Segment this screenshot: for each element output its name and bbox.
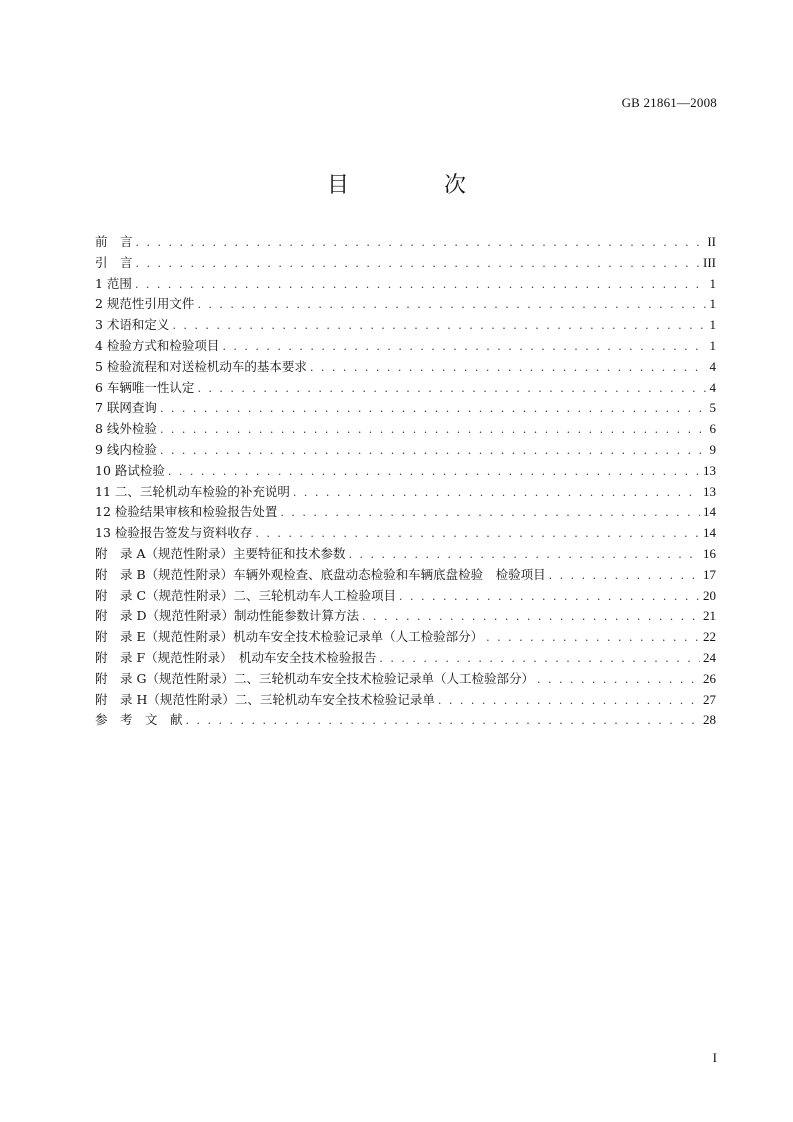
toc-entry-label: 附 录 F（规范性附录） 机动车安全技术检验报告: [95, 649, 377, 665]
toc-entry-page: II: [707, 234, 716, 249]
toc-entry-page: 14: [703, 504, 716, 520]
toc-entry-label: 7 联网查询: [95, 400, 157, 416]
toc-entry-label: 参 考 文 献: [95, 712, 183, 728]
toc-entry-label: 前 言: [95, 234, 133, 249]
toc-leader-dots: [160, 420, 707, 441]
toc-entry-label: 2 规范性引用文件: [95, 296, 195, 312]
toc-entry-label: 9 线内检验: [95, 441, 157, 457]
page-title: 目 次: [327, 173, 510, 198]
toc-entry-page: 28: [703, 712, 716, 728]
toc-entry-label: 11 二、三轮机动车检验的补充说明: [95, 483, 290, 499]
toc-entry-label: 附 录 G（规范性附录）二、三轮机动车安全技术检验记录单（人工检验部分）: [95, 670, 534, 686]
toc-entry[interactable]: [95, 544, 716, 565]
toc-leader-dots: [399, 587, 700, 608]
toc-entry[interactable]: [95, 648, 716, 669]
toc-leader-dots: [362, 607, 700, 628]
toc-entry-page: 17: [703, 566, 716, 582]
toc-entry-page: 1: [709, 296, 716, 312]
toc-entry-page: 14: [703, 525, 716, 541]
toc-entry[interactable]: [95, 274, 716, 295]
toc-entry[interactable]: [95, 565, 716, 586]
toc-entry-label: 12 检验结果审核和检验报告处置: [95, 504, 278, 520]
toc-entry[interactable]: [95, 482, 716, 503]
toc-leader-dots: [549, 566, 700, 587]
toc-entry-label: 附 录 H（规范性附录）二、三轮机动车安全技术检验记录单: [95, 691, 435, 707]
toc-entry-page: 4: [709, 379, 716, 395]
toc-entry[interactable]: [95, 419, 716, 440]
toc-entry-label: 8 线外检验: [95, 421, 157, 437]
toc-leader-dots: [136, 254, 700, 275]
toc-entry-page: 24: [703, 649, 716, 665]
toc-leader-dots: [160, 441, 707, 462]
toc-entry-label: 4 检验方式和检验项目: [95, 337, 220, 353]
toc-entry[interactable]: [95, 294, 716, 315]
toc-entry[interactable]: [95, 461, 716, 482]
toc-entry[interactable]: [95, 232, 716, 253]
toc-entry-page: 13: [703, 483, 716, 499]
toc-leader-dots: [172, 316, 706, 337]
toc-entry-page: 20: [703, 587, 716, 603]
toc-entry-label: 附 录 A（规范性附录）主要特征和技术参数: [95, 545, 346, 561]
toc-entry-label: 附 录 E（规范性附录）机动车安全技术检验记录单（人工检验部分）: [95, 629, 484, 645]
toc-leader-dots: [280, 503, 700, 524]
toc-entry-page: III: [703, 254, 716, 270]
toc-entry-label: 5 检验流程和对送检机动车的基本要求: [95, 358, 307, 374]
toc-entry[interactable]: [95, 627, 716, 648]
toc-leader-dots: [379, 649, 700, 670]
toc-entry-label: 10 路试检验: [95, 462, 165, 478]
toc-entry-page: 1: [709, 337, 716, 353]
toc-entry-page: 5: [709, 400, 716, 416]
toc-entry-page: 21: [703, 608, 716, 624]
table-of-contents: [95, 232, 716, 731]
toc-entry[interactable]: [95, 357, 716, 378]
toc-entry-page: 1: [709, 317, 716, 333]
toc-leader-dots: [537, 670, 700, 691]
toc-entry-page: 6: [709, 421, 716, 437]
toc-leader-dots: [197, 379, 706, 400]
toc-entry-page: 27: [703, 691, 716, 707]
toc-leader-dots: [135, 275, 707, 296]
toc-leader-dots: [222, 337, 706, 358]
toc-entry-label: 3 术语和定义: [95, 317, 170, 333]
toc-leader-dots: [136, 233, 705, 254]
toc-entry-page: 4: [709, 358, 716, 374]
toc-entry-page: 9: [709, 441, 716, 457]
toc-entry-label: 附 录 B（规范性附录）车辆外观检查、底盘动态检验和车辆底盘检验 检验项目: [95, 566, 546, 582]
toc-entry[interactable]: [95, 398, 716, 419]
toc-entry[interactable]: [95, 502, 716, 523]
toc-entry[interactable]: [95, 440, 716, 461]
toc-leader-dots: [197, 295, 706, 316]
toc-leader-dots: [186, 711, 700, 732]
toc-leader-dots: [438, 691, 700, 712]
toc-entry[interactable]: [95, 523, 716, 544]
toc-entry-label: 附 录 C（规范性附录）二、三轮机动车人工检验项目: [95, 587, 397, 603]
toc-entry-label: 6 车辆唯一性认定: [95, 379, 195, 395]
document-code: GB 21861—2008: [621, 95, 717, 110]
toc-entry-label: 附 录 D（规范性附录）制动性能参数计算方法: [95, 608, 359, 624]
toc-leader-dots: [486, 628, 700, 649]
toc-entry-label: 引 言: [95, 254, 133, 270]
toc-entry[interactable]: [95, 315, 716, 336]
toc-entry[interactable]: [95, 586, 716, 607]
toc-leader-dots: [160, 399, 707, 420]
toc-entry[interactable]: [95, 690, 716, 711]
toc-entry-label: 13 检验报告签发与资料收存: [95, 525, 253, 541]
toc-leader-dots: [168, 462, 700, 483]
toc-entry-page: 26: [703, 670, 716, 686]
toc-entry-page: 16: [703, 545, 716, 561]
toc-entry-page: 1: [709, 275, 716, 291]
toc-entry[interactable]: [95, 378, 716, 399]
toc-entry[interactable]: [95, 669, 716, 690]
toc-entry-label: 1 范围: [95, 275, 132, 291]
toc-entry[interactable]: [95, 253, 716, 274]
toc-leader-dots: [293, 483, 700, 504]
toc-entry[interactable]: [95, 710, 716, 731]
toc-entry[interactable]: [95, 606, 716, 627]
toc-leader-dots: [349, 545, 700, 566]
toc-entry-page: 13: [703, 462, 716, 478]
toc-entry-page: 22: [703, 629, 716, 645]
page-number: I: [712, 1050, 717, 1065]
toc-leader-dots: [255, 524, 700, 545]
toc-leader-dots: [310, 358, 707, 379]
toc-entry[interactable]: [95, 336, 716, 357]
